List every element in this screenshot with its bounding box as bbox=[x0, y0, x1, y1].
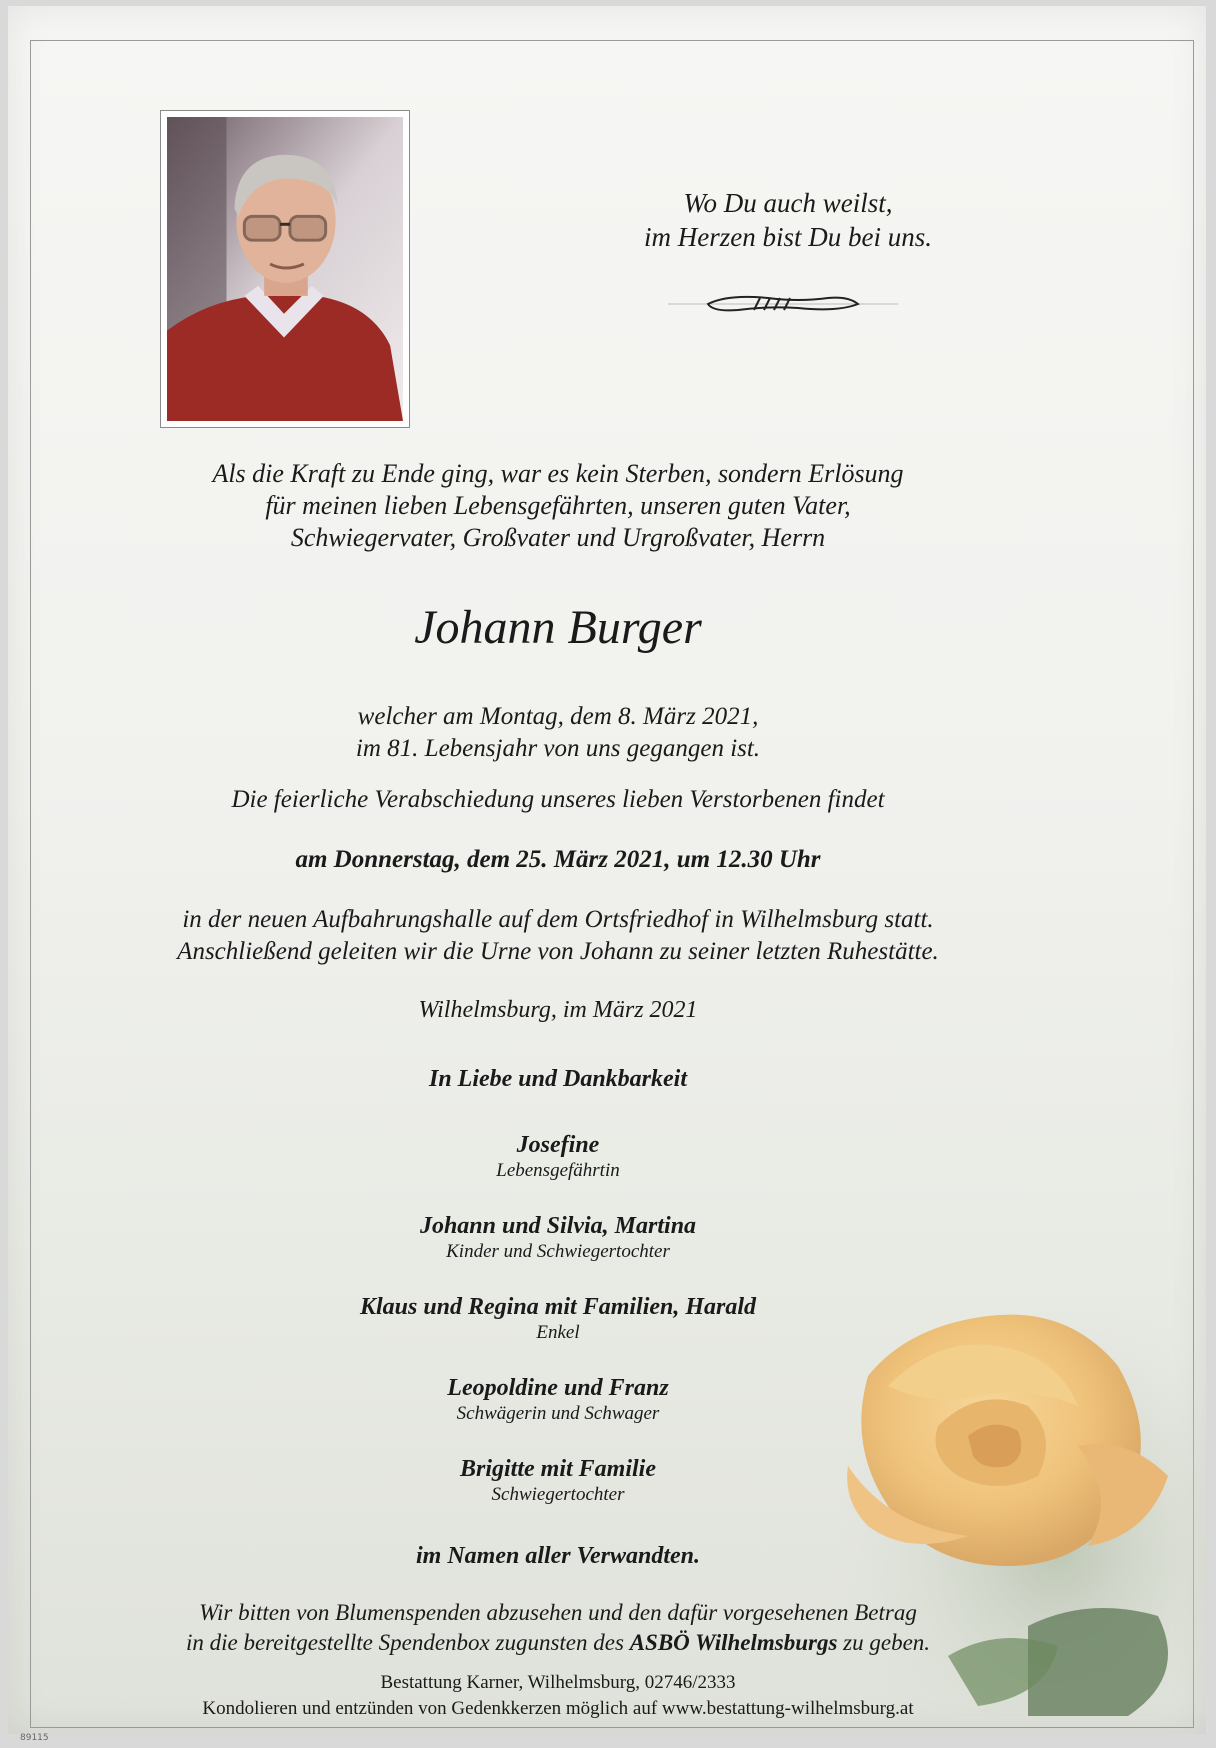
mourner-entry bbox=[8, 1212, 1108, 1264]
mourner-name: Brigitte mit Familie bbox=[459, 1456, 656, 1482]
intro-line: Schwiegervater, Großvater und Urgroßvater, Herrn bbox=[290, 523, 826, 552]
donation-text: zu geben. bbox=[837, 1630, 931, 1655]
flourish-ornament bbox=[668, 292, 898, 316]
intro-line: für meinen lieben Lebensgefährten, unseren guten Vater, bbox=[265, 491, 851, 520]
mourner-name: Johann und Silvia, Martina bbox=[419, 1213, 697, 1239]
death-line: welcher am Montag, dem 8. März 2021, bbox=[357, 703, 759, 730]
mourner-name: Klaus und Regina mit Familien, Harald bbox=[359, 1294, 757, 1320]
footer bbox=[8, 1670, 1108, 1722]
ceremony-date: am Donnerstag, dem 25. März 2021, um 12.30 Uhr bbox=[295, 846, 821, 873]
mourner-relation: Schwägerin und Schwager bbox=[456, 1403, 660, 1424]
portrait-photo bbox=[160, 110, 410, 428]
donation-request bbox=[8, 1598, 1108, 1658]
place-date: Wilhelmsburg, im März 2021 bbox=[418, 997, 698, 1023]
motto-line: Wo Du auch weilst, bbox=[683, 188, 893, 218]
obituary-card bbox=[8, 6, 1206, 1734]
mourner-entry bbox=[8, 1131, 1108, 1183]
donation-recipient: ASBÖ Wilhelmsburgs bbox=[629, 1630, 838, 1655]
condolence-line: Kondolieren und entzünden von Gedenkkerzen möglich auf www.bestattung-wilhelmsburg.at bbox=[202, 1698, 914, 1719]
mourner-name: Josefine bbox=[516, 1132, 600, 1158]
ceremony-location bbox=[8, 904, 1108, 968]
print-code: 89115 bbox=[20, 1733, 49, 1743]
intro-text bbox=[8, 458, 1108, 554]
death-notice bbox=[8, 701, 1108, 765]
donation-line: Wir bitten von Blumenspenden abzusehen und den dafür vorgesehenen Betrag bbox=[199, 1600, 917, 1625]
ceremony-location-line: Anschließend geleiten wir die Urne von Johann zu seiner letzten Ruhestätte. bbox=[177, 938, 939, 965]
mourner-relation: Enkel bbox=[536, 1322, 580, 1343]
mourner-relation: Lebensgefährtin bbox=[496, 1160, 620, 1181]
motto bbox=[578, 186, 998, 254]
mourner-relation: Kinder und Schwiegertochter bbox=[446, 1241, 670, 1262]
mourner-name: Leopoldine und Franz bbox=[447, 1375, 669, 1401]
motto-line: im Herzen bist Du bei uns. bbox=[644, 222, 932, 252]
on-behalf-line: im Namen aller Verwandten. bbox=[415, 1543, 701, 1569]
donation-text: in die bereitgestellte Spendenbox zugunsten des bbox=[185, 1630, 630, 1655]
ceremony-intro: Die feierliche Verabschiedung unseres lieben Verstorbenen findet bbox=[231, 786, 885, 813]
intro-line: Als die Kraft zu Ende ging, war es kein Sterben, sondern Erlösung bbox=[212, 459, 904, 488]
mourner-relation: Schwiegertochter bbox=[491, 1484, 625, 1505]
ceremony-location-line: in der neuen Aufbahrungshalle auf dem Ortsfriedhof in Wilhelmsburg statt. bbox=[182, 906, 934, 933]
donation-line bbox=[8, 1628, 1108, 1658]
closing-phrase: In Liebe und Dankbarkeit bbox=[428, 1066, 688, 1092]
portrait-image bbox=[167, 117, 403, 421]
deceased-name: Johann Burger bbox=[414, 601, 702, 654]
death-line: im 81. Lebensjahr von uns gegangen ist. bbox=[355, 735, 761, 762]
funeral-home-line: Bestattung Karner, Wilhelmsburg, 02746/2333 bbox=[380, 1672, 736, 1693]
